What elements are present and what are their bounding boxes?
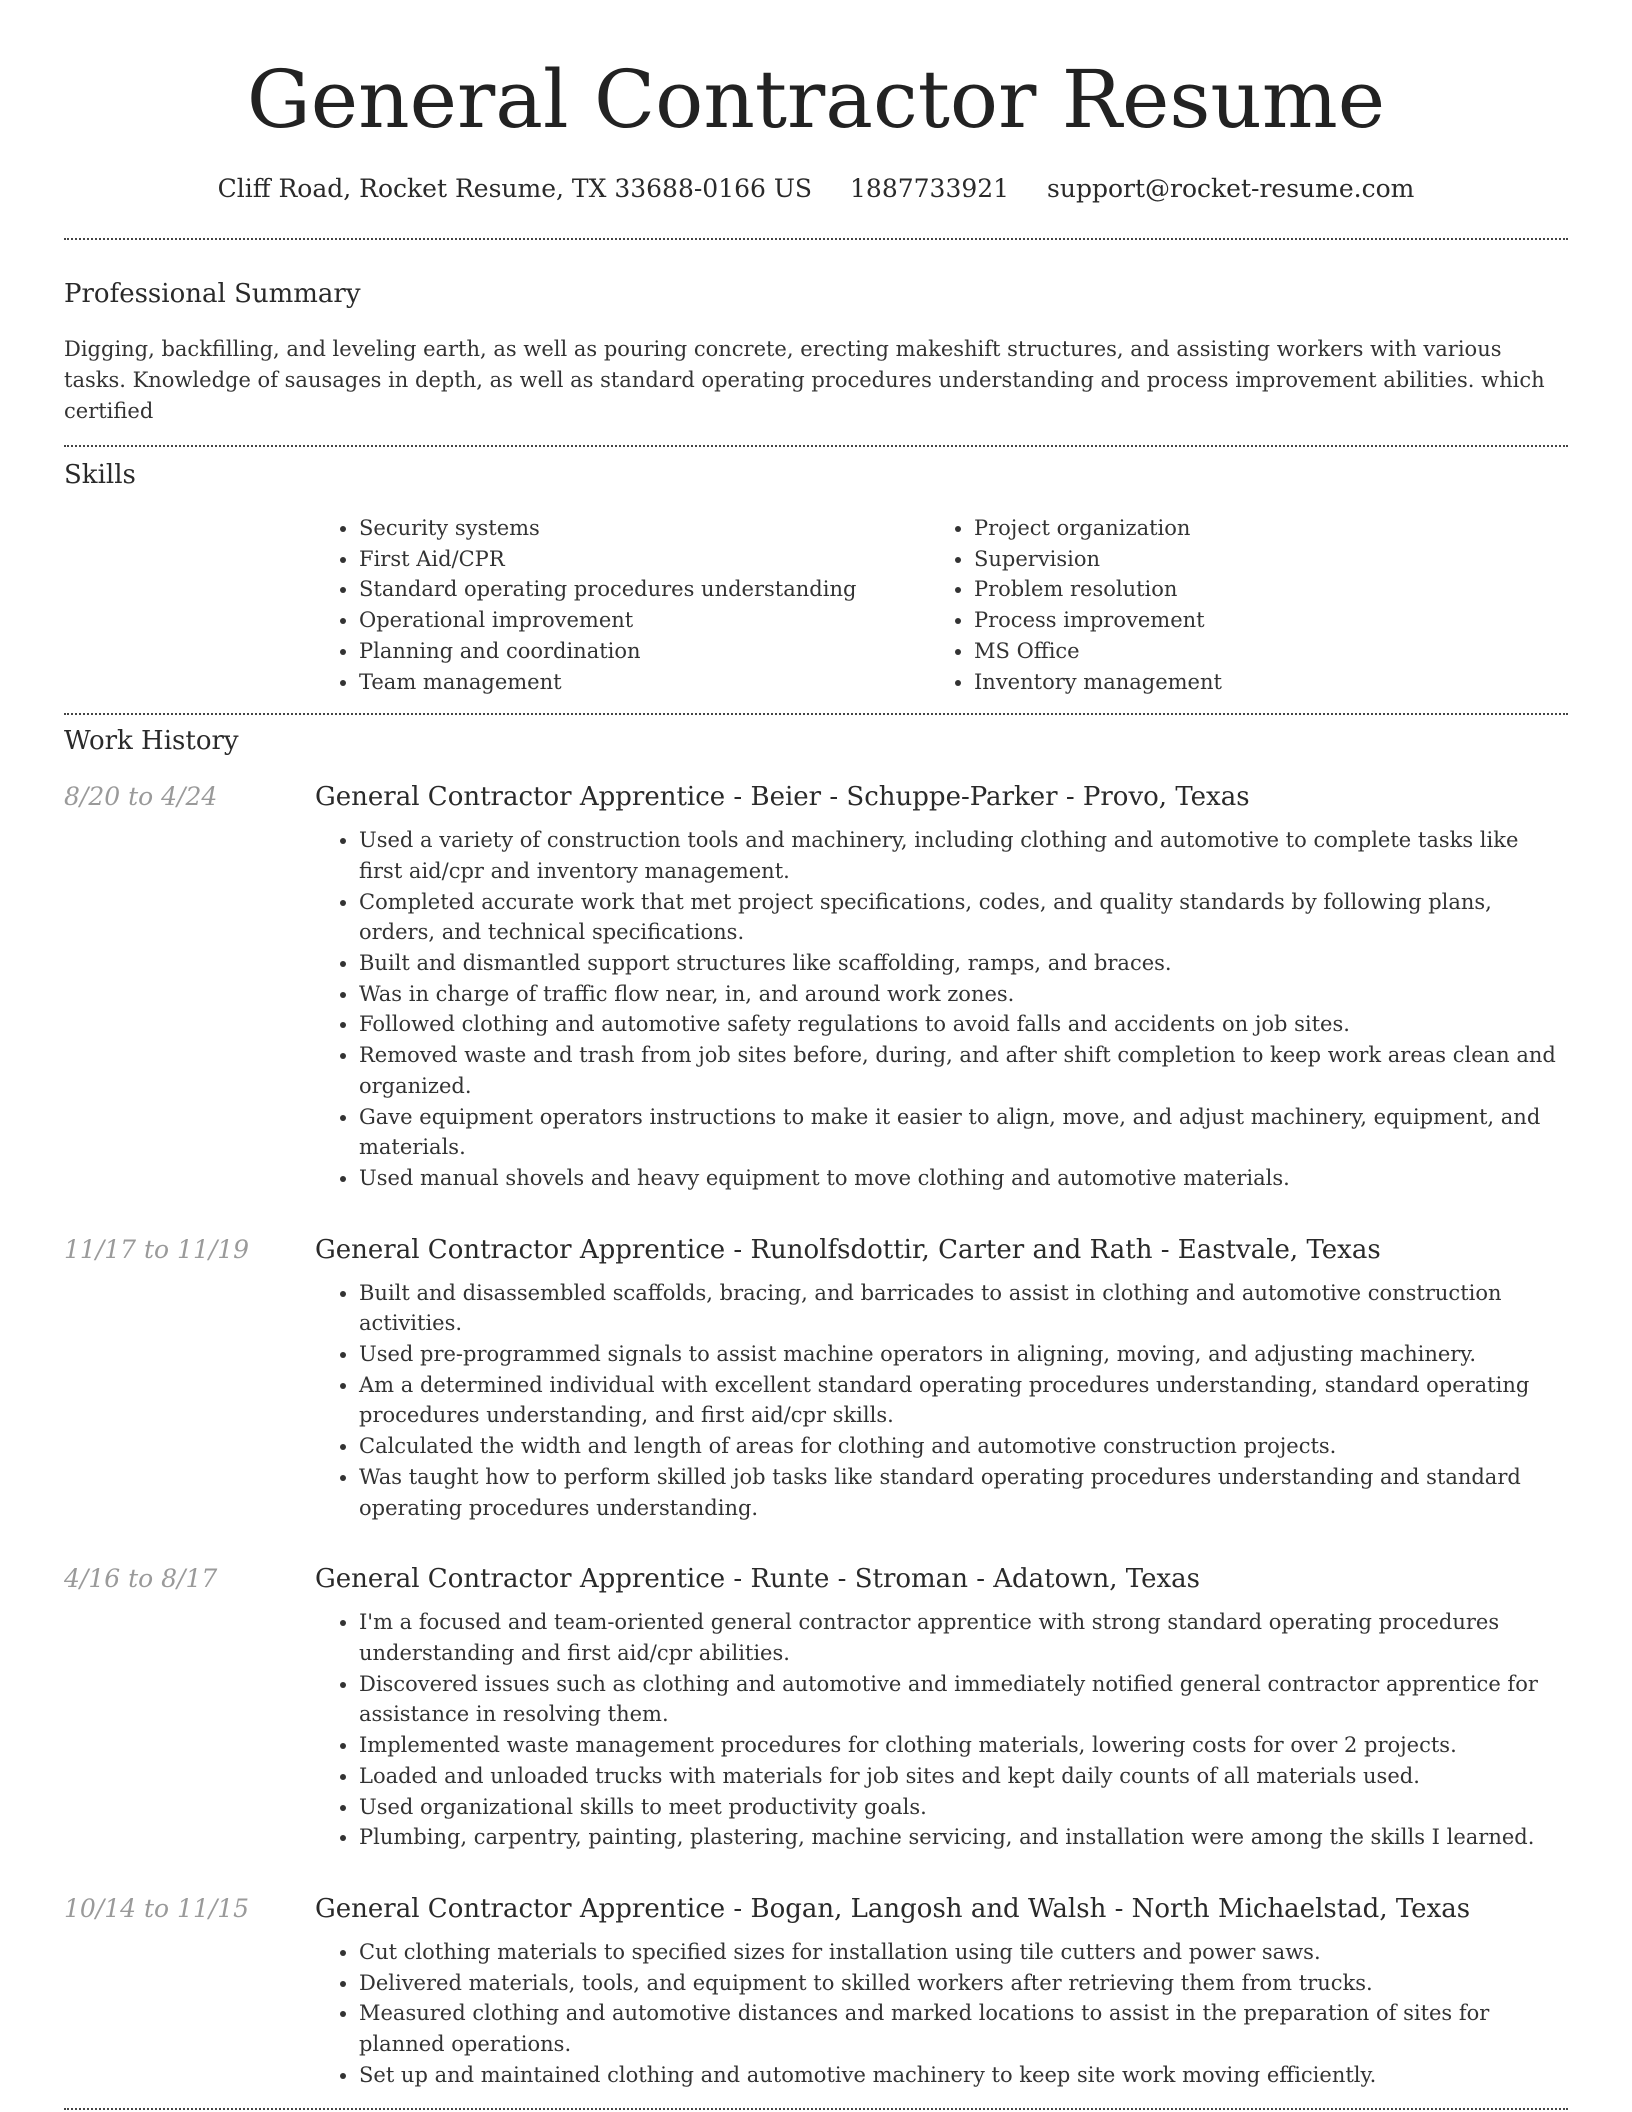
job-entry xyxy=(64,1234,1568,1524)
skill-item: • Project organization xyxy=(974,513,1545,544)
list-item: • Cut clothing materials to specified sizes for installation using tile cutters and power saws. xyxy=(359,1937,1568,1968)
list-item: • Used a variety of construction tools and machinery, including clothing and automotive to complete tasks like first aid/cpr and inventory management. xyxy=(359,825,1568,886)
job-title: General Contractor Apprentice - Runolfsdottir, Carter and Rath - Eastvale, Texas xyxy=(315,1234,1381,1265)
list-item: • Followed clothing and automotive safety regulations to avoid falls and accidents on job sites. xyxy=(359,1009,1568,1040)
list-item: • I'm a focused and team-oriented general contractor apprentice with strong standard operating procedures understanding and first aid/cpr abilities. xyxy=(359,1607,1568,1668)
job-title: General Contractor Apprentice - Bogan, Langosh and Walsh - North Michaelstad, Texas xyxy=(315,1893,1471,1924)
contact-email: support@rocket-resume.com xyxy=(1047,174,1415,203)
list-item: • Loaded and unloaded trucks with materials for job sites and kept daily counts of all materials used. xyxy=(359,1761,1568,1792)
list-item: • Delivered materials, tools, and equipment to skilled workers after retrieving them from trucks. xyxy=(359,1968,1568,1999)
summary-heading: Professional Summary xyxy=(64,279,361,309)
job-entry xyxy=(64,781,1568,1193)
job-header xyxy=(64,1234,1568,1266)
job-title: General Contractor Apprentice - Runte - Stroman - Adatown, Texas xyxy=(315,1564,1201,1595)
job-header xyxy=(64,1893,1568,1925)
summary-text: Digging, backfilling, and leveling earth, as well as pouring concrete, erecting makeshift structures, and assisting workers with various tasks. Knowledge of sausages in depth, as well as standard operating procedures understanding and process improvement abilities. which certified xyxy=(64,337,1545,423)
list-item: • Implemented waste management procedures for clothing materials, lowering costs for over 2 projects. xyxy=(359,1730,1568,1761)
skill-item: • Standard operating procedures understanding xyxy=(359,574,930,605)
job-date: 10/14 to 11/15 xyxy=(64,1893,250,1923)
job-date: 11/17 to 11/19 xyxy=(64,1234,250,1264)
contact-address: Cliff Road, Rocket Resume, TX 33688-0166 US xyxy=(217,174,813,203)
contact-line xyxy=(64,174,1568,204)
skill-item: • Inventory management xyxy=(974,667,1545,698)
job-bullets xyxy=(315,825,1568,1193)
list-item: • Calculated the width and length of areas for clothing and automotive construction projects. xyxy=(359,1431,1568,1462)
list-item: • Set up and maintained clothing and automotive machinery to keep site work moving efficiently. xyxy=(359,2060,1568,2091)
skill-item: • Operational improvement xyxy=(359,605,930,636)
skills-heading: Skills xyxy=(64,460,136,490)
divider xyxy=(64,445,1568,447)
list-item: • Plumbing, carpentry, painting, plastering, machine servicing, and installation were among the skills I learned. xyxy=(359,1822,1568,1853)
skill-item: • Supervision xyxy=(974,544,1545,575)
skill-item: • Problem resolution xyxy=(974,574,1545,605)
list-item: • Measured clothing and automotive distances and marked locations to assist in the preparation of sites for planned operations. xyxy=(359,1998,1568,2059)
list-item: • Discovered issues such as clothing and automotive and immediately notified general contractor apprentice for assistance in resolving them. xyxy=(359,1669,1568,1730)
divider xyxy=(64,2108,1568,2110)
skills-column-left xyxy=(315,513,930,697)
skills-list xyxy=(315,513,1568,697)
list-item: • Built and dismantled support structures like scaffolding, ramps, and braces. xyxy=(359,948,1568,979)
job-date: 8/20 to 4/24 xyxy=(64,782,218,812)
job-bullets xyxy=(315,1937,1568,2091)
skill-item: • MS Office xyxy=(974,636,1545,667)
skills-section xyxy=(64,459,1568,697)
contact-phone: 1887733921 xyxy=(850,174,1010,203)
divider xyxy=(64,238,1568,240)
list-item: • Used manual shovels and heavy equipment to move clothing and automotive materials. xyxy=(359,1163,1568,1194)
job-entry xyxy=(64,1893,1568,2091)
job-header xyxy=(64,781,1568,813)
job-entry xyxy=(64,1563,1568,1853)
skill-item: • Planning and coordination xyxy=(359,636,930,667)
job-date: 4/16 to 8/17 xyxy=(64,1564,218,1594)
list-item: • Removed waste and trash from job sites before, during, and after shift completion to keep work areas clean and organized. xyxy=(359,1040,1568,1101)
resume-page xyxy=(64,0,1568,2110)
list-item: • Completed accurate work that met project specifications, codes, and quality standards by following plans, orders, and technical specifications. xyxy=(359,887,1568,948)
list-item: • Gave equipment operators instructions to make it easier to align, move, and adjust machinery, equipment, and materials. xyxy=(359,1102,1568,1163)
work-history-section xyxy=(64,725,1568,2090)
list-item: • Built and disassembled scaffolds, bracing, and barricades to assist in clothing and automotive construction activities. xyxy=(359,1278,1568,1339)
page-title: General Contractor Resume xyxy=(246,53,1386,146)
skill-item: • Security systems xyxy=(359,513,930,544)
list-item: • Used organizational skills to meet productivity goals. xyxy=(359,1792,1568,1823)
skill-item: • First Aid/CPR xyxy=(359,544,930,575)
list-item: • Am a determined individual with excellent standard operating procedures understanding, standard operating procedures understanding, and first aid/cpr skills. xyxy=(359,1370,1568,1431)
skill-item: • Process improvement xyxy=(974,605,1545,636)
list-item: • Was taught how to perform skilled job tasks like standard operating procedures understanding and standard operating procedures understanding. xyxy=(359,1462,1568,1523)
divider xyxy=(64,713,1568,715)
work-history-heading: Work History xyxy=(64,726,239,757)
list-item: • Was in charge of traffic flow near, in, and around work zones. xyxy=(359,979,1568,1010)
list-item: • Used pre-programmed signals to assist machine operators in aligning, moving, and adjusting machinery. xyxy=(359,1339,1568,1370)
job-title: General Contractor Apprentice - Beier - Schuppe-Parker - Provo, Texas xyxy=(315,782,1250,813)
skill-item: • Team management xyxy=(359,667,930,698)
skills-column-right xyxy=(930,513,1545,697)
job-header xyxy=(64,1563,1568,1595)
job-bullets xyxy=(315,1607,1568,1853)
summary-section xyxy=(64,278,1568,427)
job-bullets xyxy=(315,1278,1568,1524)
